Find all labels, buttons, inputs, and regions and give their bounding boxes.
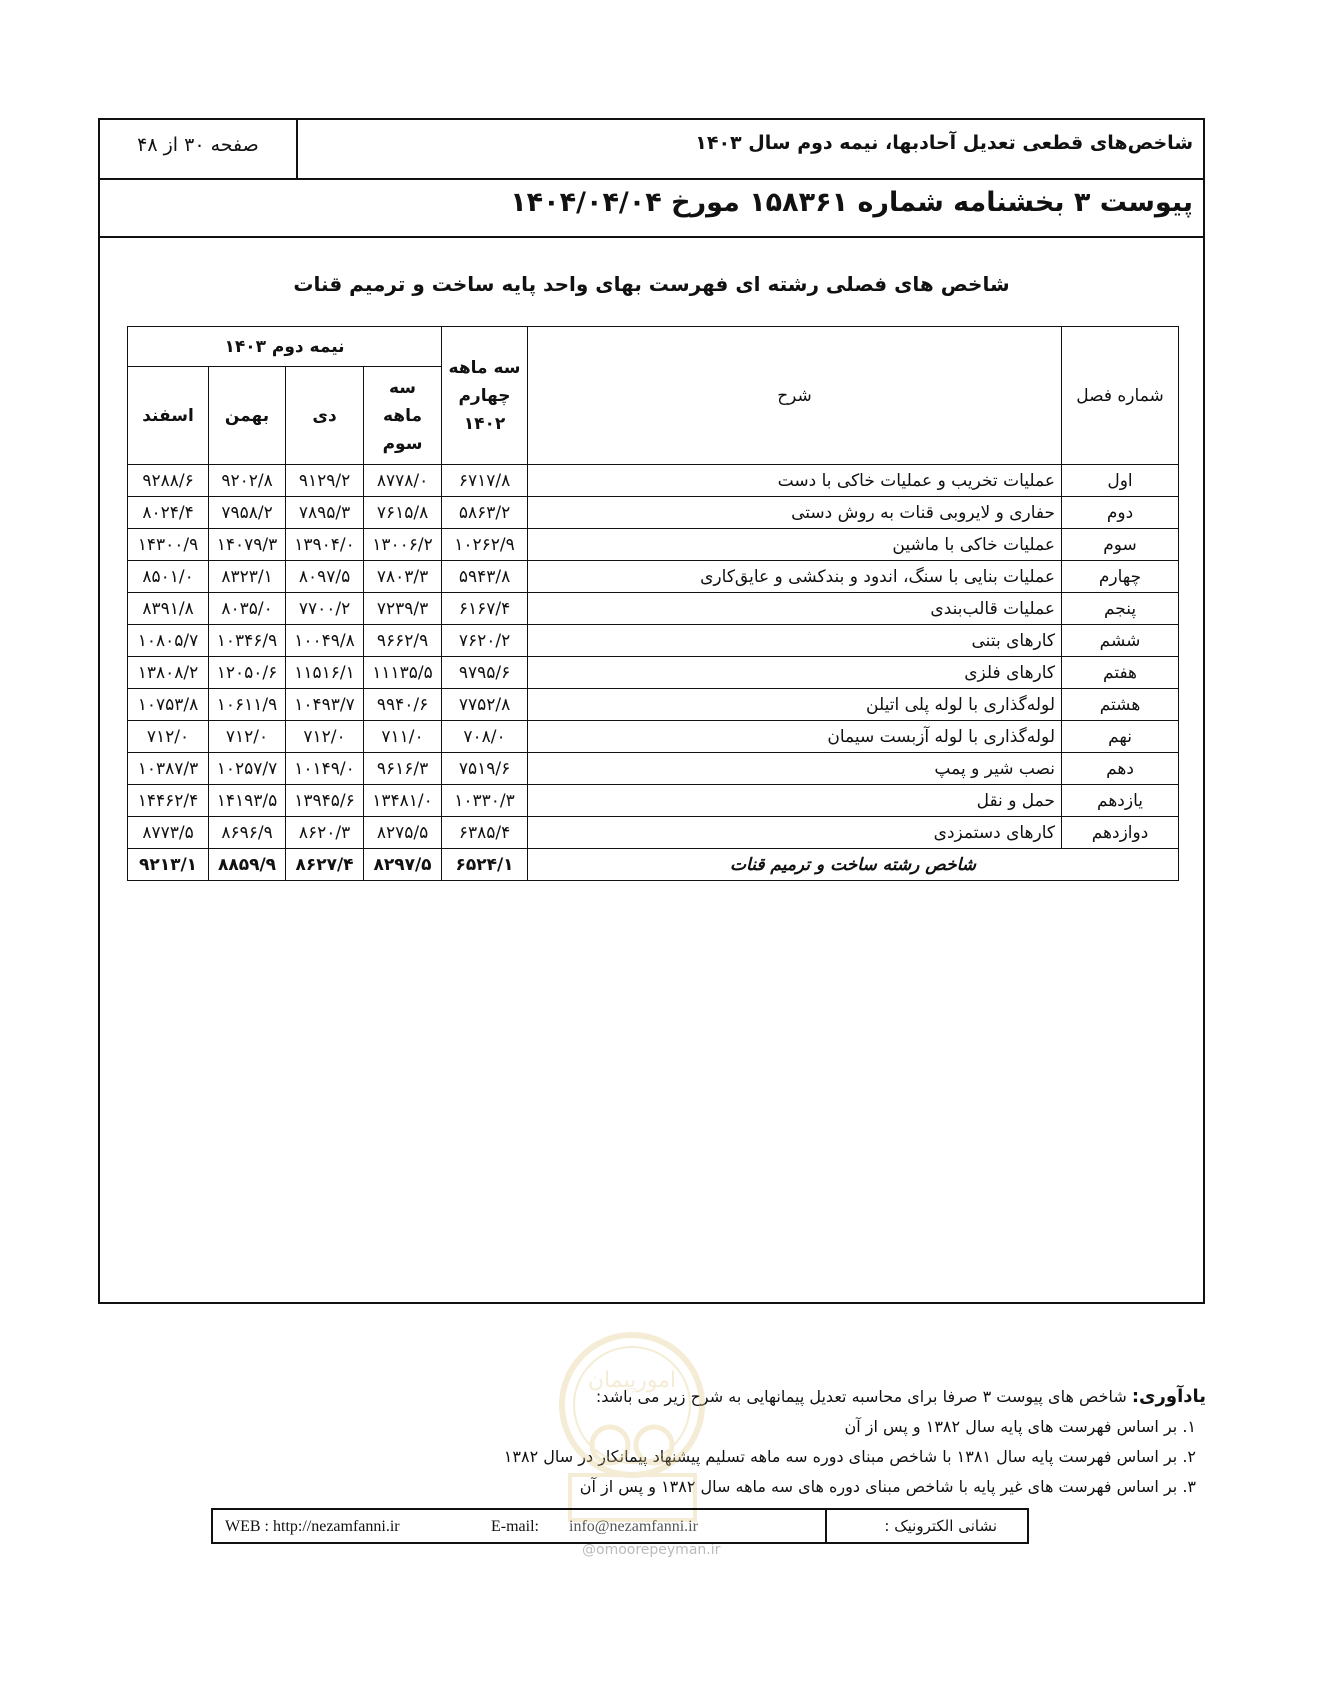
total-esfand-cell: ۹۲۱۳/۱ [128,849,209,881]
description-cell: لوله‌گذاری با لوله پلی اتیلن [528,689,1062,721]
esfand-value-cell: ۸۳۹۱/۸ [128,593,209,625]
description-cell: کارهای فلزی [528,657,1062,689]
table-title: شاخص های فصلی رشته ای فهرست بهای واحد پایه ساخت و ترمیم قنات [293,272,1010,296]
bahman-value-cell: ۱۴۰۷۹/۳ [209,529,286,561]
description-cell: حمل و نقل [528,785,1062,817]
dey-value-cell: ۷۱۲/۰ [286,721,364,753]
footer-address-label: نشانی الکترونیک : [884,1517,997,1535]
footer-email[interactable]: info@nezamfanni.ir [569,1518,698,1535]
esfand-value-cell: ۱۰۷۵۳/۸ [128,689,209,721]
total-q4-cell: ۶۵۲۴/۱ [442,849,528,881]
q4-value-cell: ۱۰۳۳۰/۳ [442,785,528,817]
note-item: ۱. بر اساس فهرست های پایه سال ۱۳۸۲ و پس از آن [844,1417,1196,1436]
note-item: ۲. بر اساس فهرست پایه سال ۱۳۸۱ با شاخص مبنای دوره سه ماهه تسلیم پیشنهاد پیمانکار در سال ۱۳۸۲ [503,1447,1196,1466]
esfand-value-cell: ۸۰۲۴/۴ [128,497,209,529]
esfand-value-cell: ۷۱۲/۰ [128,721,209,753]
total-q3-cell: ۸۲۹۷/۵ [364,849,442,881]
q3-value-cell: ۹۶۶۲/۹ [364,625,442,657]
q3-value-cell: ۱۳۰۰۶/۲ [364,529,442,561]
q4-value-cell: ۷۰۸/۰ [442,721,528,753]
footer-box [211,1508,1029,1544]
watermark-text: @omoorepeyman.ir [582,1542,721,1558]
dey-value-cell: ۱۳۹۴۵/۶ [286,785,364,817]
dey-value-cell: ۱۱۵۱۶/۱ [286,657,364,689]
q4-value-cell: ۷۷۵۲/۸ [442,689,528,721]
table-row [128,497,1179,529]
q3-value-cell: ۸۷۷۸/۰ [364,465,442,497]
footer-separator [825,1510,827,1542]
q3-value-cell: ۱۳۴۸۱/۰ [364,785,442,817]
q3-value-cell: ۸۲۷۵/۵ [364,817,442,849]
subtitle-row [100,178,1203,238]
table-row [128,529,1179,561]
table-row [128,561,1179,593]
footer-web[interactable]: WEB : http://nezamfanni.ir [225,1518,400,1535]
q4-value-cell: ۶۷۱۷/۸ [442,465,528,497]
col-bahman-header: بهمن [209,367,286,465]
q4-value-cell: ۵۹۴۳/۸ [442,561,528,593]
bahman-value-cell: ۹۲۰۲/۸ [209,465,286,497]
q3-value-cell: ۷۲۳۹/۳ [364,593,442,625]
q4-value-cell: ۱۰۲۶۲/۹ [442,529,528,561]
bahman-value-cell: ۱۰۶۱۱/۹ [209,689,286,721]
esfand-value-cell: ۱۴۴۶۲/۴ [128,785,209,817]
table-row [128,593,1179,625]
chapter-cell: هشتم [1062,689,1179,721]
q3-value-cell: ۱۱۱۳۵/۵ [364,657,442,689]
chapter-cell: پنجم [1062,593,1179,625]
bahman-value-cell: ۸۶۹۶/۹ [209,817,286,849]
description-cell: حفاری و لایروبی قنات به روش دستی [528,497,1062,529]
chapter-cell: ششم [1062,625,1179,657]
col-q4-1402-header: سه ماهه چهارم ۱۴۰۲ [442,327,528,465]
esfand-value-cell: ۸۷۷۳/۵ [128,817,209,849]
table-row [128,657,1179,689]
dey-value-cell: ۸۰۹۷/۵ [286,561,364,593]
chapter-cell: هفتم [1062,657,1179,689]
circular-subtitle: پیوست ۳ بخشنامه شماره ۱۵۸۳۶۱ مورخ ۱۴۰۴/۰۴/۰۴ [510,187,1193,218]
table-body [128,465,1179,881]
q4-value-cell: ۶۳۸۵/۴ [442,817,528,849]
dey-value-cell: ۱۰۰۴۹/۸ [286,625,364,657]
notes-lead: یادآوری: [1131,1386,1206,1407]
q4-value-cell: ۹۷۹۵/۶ [442,657,528,689]
q3-value-cell: ۹۶۱۶/۳ [364,753,442,785]
watermark-logo-text: امورپیمان [587,1368,677,1393]
table-row [128,785,1179,817]
bahman-value-cell: ۱۰۲۵۷/۷ [209,753,286,785]
document-title: شاخص‌های قطعی تعدیل آحادبها، نیمه دوم سال ۱۴۰۳ [695,132,1193,154]
description-cell: کارهای بتنی [528,625,1062,657]
bahman-value-cell: ۸۰۳۵/۰ [209,593,286,625]
dey-value-cell: ۱۰۴۹۳/۷ [286,689,364,721]
table-row [128,465,1179,497]
chapter-cell: اول [1062,465,1179,497]
dey-value-cell: ۷۷۰۰/۲ [286,593,364,625]
description-cell: عملیات بنایی با سنگ، اندود و بندکشی و عایق‌کاری [528,561,1062,593]
col-esfand-header: اسفند [128,367,209,465]
chapter-cell: سوم [1062,529,1179,561]
bahman-value-cell: ۸۳۲۳/۱ [209,561,286,593]
description-cell: عملیات قالب‌بندی [528,593,1062,625]
dey-value-cell: ۱۳۹۰۴/۰ [286,529,364,561]
q3-value-cell: ۷۶۱۵/۸ [364,497,442,529]
q4-value-cell: ۵۸۶۳/۲ [442,497,528,529]
esfand-value-cell: ۱۴۳۰۰/۹ [128,529,209,561]
header-row [100,120,1203,180]
q4-value-cell: ۶۱۶۷/۴ [442,593,528,625]
chapter-cell: یازدهم [1062,785,1179,817]
q4-value-cell: ۷۵۱۹/۶ [442,753,528,785]
chapter-cell: دوم [1062,497,1179,529]
bahman-value-cell: ۷۹۵۸/۲ [209,497,286,529]
page-number-box [100,120,298,178]
page-number: صفحه ۳۰ از ۴۸ [137,134,259,156]
dey-value-cell: ۹۱۲۹/۲ [286,465,364,497]
chapter-cell: دهم [1062,753,1179,785]
table-row [128,753,1179,785]
note-item: ۳. بر اساس فهرست های غیر پایه با شاخص مبنای دوره های سه ماهه سال ۱۳۸۲ و پس از آن [579,1477,1196,1496]
index-table [127,326,1179,881]
chapter-cell: دوازدهم [1062,817,1179,849]
esfand-value-cell: ۱۳۸۰۸/۲ [128,657,209,689]
table-row [128,689,1179,721]
q3-value-cell: ۹۹۴۰/۶ [364,689,442,721]
col-q3-header: سه ماهه سوم [364,367,442,465]
esfand-value-cell: ۱۰۳۸۷/۳ [128,753,209,785]
table-row [128,721,1179,753]
table-row [128,817,1179,849]
bahman-value-cell: ۱۲۰۵۰/۶ [209,657,286,689]
bahman-value-cell: ۱۰۳۴۶/۹ [209,625,286,657]
description-cell: عملیات خاکی با ماشین [528,529,1062,561]
table-row [128,625,1179,657]
description-cell: نصب شیر و پمپ [528,753,1062,785]
dey-value-cell: ۷۸۹۵/۳ [286,497,364,529]
col-chapter-header: شماره فصل [1062,327,1179,465]
description-cell: لوله‌گذاری با لوله آزبست سیمان [528,721,1062,753]
description-cell: کارهای دستمزدی [528,817,1062,849]
col-desc-header: شرح [528,327,1062,465]
esfand-value-cell: ۸۵۰۱/۰ [128,561,209,593]
bahman-value-cell: ۷۱۲/۰ [209,721,286,753]
q4-value-cell: ۷۶۲۰/۲ [442,625,528,657]
bahman-value-cell: ۱۴۱۹۳/۵ [209,785,286,817]
notes-intro: شاخص های پیوست ۳ صرفا برای محاسبه تعدیل پیمانهایی به شرح زیر می باشد: [595,1387,1127,1406]
watermark-logo [550,1325,715,1530]
q3-value-cell: ۷۸۰۳/۳ [364,561,442,593]
dey-value-cell: ۱۰۱۴۹/۰ [286,753,364,785]
chapter-cell: نهم [1062,721,1179,753]
esfand-value-cell: ۹۲۸۸/۶ [128,465,209,497]
q3-value-cell: ۷۱۱/۰ [364,721,442,753]
footer-email-label: E-mail: [491,1518,539,1535]
group-half2-1403-header: نیمه دوم ۱۴۰۳ [128,327,442,367]
description-cell: عملیات تخریب و عملیات خاکی با دست [528,465,1062,497]
total-description-cell: شاخص رشته ساخت و ترمیم قنات [528,849,1179,881]
col-dey-header: دی [286,367,364,465]
total-dey-cell: ۸۶۲۷/۴ [286,849,364,881]
dey-value-cell: ۸۶۲۰/۳ [286,817,364,849]
esfand-value-cell: ۱۰۸۰۵/۷ [128,625,209,657]
total-bahman-cell: ۸۸۵۹/۹ [209,849,286,881]
total-row [128,849,1179,881]
chapter-cell: چهارم [1062,561,1179,593]
